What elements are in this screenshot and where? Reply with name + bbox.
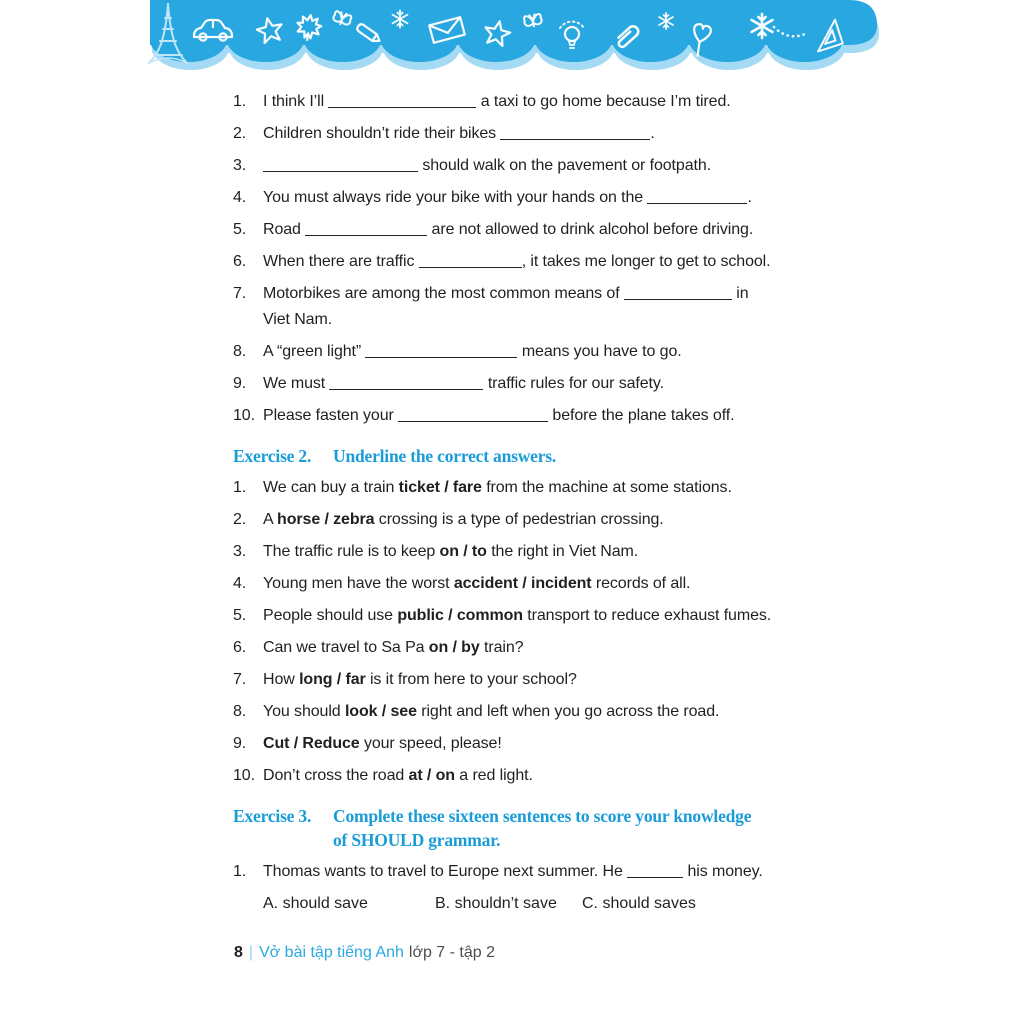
item-number: 1.	[233, 93, 247, 110]
answer-options	[263, 891, 813, 917]
answer-blank	[263, 158, 418, 172]
item-sentence	[263, 403, 734, 429]
exercise-item	[233, 603, 813, 629]
item-number: 1.	[233, 863, 247, 880]
choice-pair: Cut / Reduce	[263, 735, 360, 752]
item-sentence	[263, 185, 752, 211]
sentence-text: I think I’ll	[263, 93, 329, 110]
item-sentence	[263, 371, 664, 397]
sentence-text: traffic rules for our safety.	[483, 375, 664, 392]
exercise-item	[233, 859, 813, 885]
item-number: 5.	[233, 607, 247, 624]
page-footer	[234, 942, 495, 964]
item-number: 10.	[233, 767, 255, 784]
exercise-item	[233, 699, 813, 725]
item-number: 4.	[233, 575, 247, 592]
page-content	[233, 89, 813, 923]
item-sentence	[263, 699, 719, 725]
exercise-item	[233, 475, 813, 501]
sentence-text: Can we travel to Sa Pa	[263, 639, 429, 656]
sentence-text: your speed, please!	[359, 735, 502, 752]
exercise-item	[233, 249, 813, 275]
item-number: 2.	[233, 125, 247, 142]
sentence-text: .	[650, 125, 655, 142]
sentence-text: We can buy a train	[263, 479, 399, 496]
exercise-item	[233, 121, 813, 147]
item-number: 10.	[233, 407, 255, 424]
item-sentence	[263, 763, 533, 789]
sentence-text: .	[747, 189, 752, 206]
sentence-text: Road	[263, 221, 306, 238]
exercise-item	[233, 635, 813, 661]
item-number: 6.	[233, 639, 247, 656]
sentence-text: crossing is a type of pedestrian crossing.	[374, 511, 664, 528]
answer-blank	[419, 254, 522, 268]
exercise-item	[233, 217, 813, 243]
exercise-item	[233, 571, 813, 597]
answer-blank	[500, 126, 650, 140]
item-sentence	[263, 475, 732, 501]
sentence-text: We must	[263, 375, 330, 392]
sentence-text: Please fasten your	[263, 407, 399, 424]
exercise-2-items	[233, 475, 813, 789]
answer-blank	[398, 408, 548, 422]
exercise-2-section	[233, 444, 813, 789]
item-sentence	[263, 121, 655, 147]
item-number: 9.	[233, 735, 247, 752]
sentence-text: in	[731, 285, 749, 302]
item-sentence	[263, 89, 731, 115]
exercise-item	[233, 89, 813, 115]
item-sentence	[263, 249, 770, 275]
item-sentence	[263, 635, 523, 661]
answer-blank	[328, 94, 476, 108]
item-number: 7.	[233, 285, 247, 302]
exercise-item	[233, 403, 813, 429]
sentence-text: Viet Nam.	[263, 311, 333, 328]
footer-separator: |	[248, 944, 254, 961]
decorative-header-band	[0, 0, 1024, 84]
choice-pair: public / common	[397, 607, 523, 624]
exercise-1-items	[233, 89, 813, 429]
sentence-text: is it from here to your school?	[365, 671, 577, 688]
item-sentence	[263, 153, 711, 179]
exercise-item	[233, 507, 813, 533]
sentence-text: a taxi to go home because I’m tired.	[476, 93, 731, 110]
answer-blank	[365, 344, 517, 358]
answer-option: B. shouldn’t save	[435, 895, 557, 912]
exercise-3-items	[233, 859, 813, 917]
item-sentence	[263, 281, 749, 333]
item-number: 8.	[233, 343, 247, 360]
answer-blank	[329, 376, 483, 390]
sentence-text: means you have to go.	[517, 343, 682, 360]
header-band-graphic	[0, 0, 1024, 84]
exercise-3-title-line2: of SHOULD grammar.	[333, 830, 501, 850]
exercise-3-title	[333, 804, 751, 852]
sentence-text: You should	[263, 703, 345, 720]
exercise-3-title-line1: Complete these sixteen sentences to score your knowledge	[333, 806, 752, 826]
sentence-text: transport to reduce exhaust fumes.	[522, 607, 772, 624]
answer-blank	[647, 190, 747, 204]
item-sentence	[263, 539, 638, 565]
sentence-text: are not allowed to drink alcohol before driving.	[427, 221, 754, 238]
sentence-text: Thomas wants to travel to Europe next summer. He	[263, 863, 628, 880]
sentence-text: the right in Viet Nam.	[486, 543, 639, 560]
sentence-text: A “green light”	[263, 343, 366, 360]
answer-option: A. should save	[263, 895, 368, 912]
exercise-item	[233, 763, 813, 789]
item-sentence	[263, 667, 577, 693]
exercise-item	[233, 185, 813, 211]
sentence-text: train?	[479, 639, 524, 656]
item-sentence	[263, 217, 753, 243]
exercise-item	[233, 667, 813, 693]
item-sentence	[263, 339, 682, 365]
sentence-text: Don’t cross the road	[263, 767, 409, 784]
sentence-text: The traffic rule is to keep	[263, 543, 440, 560]
sentence-text: When there are traffic	[263, 253, 419, 270]
exercise-item	[233, 153, 813, 179]
sentence-text: Children shouldn’t ride their bikes	[263, 125, 501, 142]
exercise-3-section	[233, 804, 813, 917]
item-sentence	[263, 731, 502, 757]
sentence-text: a red light.	[454, 767, 533, 784]
answer-blank	[627, 864, 683, 878]
exercise-item	[233, 281, 813, 333]
sentence-text: his money.	[683, 863, 763, 880]
answer-blank	[305, 222, 427, 236]
book-title: Vở bài tập tiếng Anh	[259, 944, 404, 961]
exercise-2-title: Underline the correct answers.	[333, 446, 557, 466]
choice-pair: ticket / fare	[398, 479, 482, 496]
sentence-text: How	[263, 671, 300, 688]
exercise-item	[233, 371, 813, 397]
sentence-text: records of all.	[591, 575, 691, 592]
sentence-text: right and left when you go across the road.	[416, 703, 720, 720]
answer-blank	[624, 286, 732, 300]
item-number: 7.	[233, 671, 247, 688]
sentence-text: Motorbikes are among the most common means of	[263, 285, 624, 302]
exercise-1-section	[233, 89, 813, 429]
item-sentence	[263, 571, 690, 597]
item-sentence	[263, 859, 763, 885]
exercise-2-heading	[233, 444, 813, 468]
item-number: 3.	[233, 543, 247, 560]
page-number: 8	[234, 944, 243, 961]
item-sentence	[263, 603, 771, 629]
sentence-text: A	[263, 511, 278, 528]
exercise-3-label: Exercise 3.	[233, 806, 312, 826]
item-number: 5.	[233, 221, 247, 238]
choice-pair: long / far	[299, 671, 366, 688]
choice-pair: look / see	[344, 703, 417, 720]
sentence-text: People should use	[263, 607, 398, 624]
choice-pair: on / by	[428, 639, 480, 656]
choice-pair: at / on	[408, 767, 455, 784]
sentence-text: Young men have the worst	[263, 575, 454, 592]
sentence-text: You must always ride your bike with your hands on the	[263, 189, 648, 206]
item-number: 3.	[233, 157, 247, 174]
item-number: 1.	[233, 479, 247, 496]
item-number: 6.	[233, 253, 247, 270]
item-number: 8.	[233, 703, 247, 720]
exercise-item	[233, 731, 813, 757]
choice-pair: accident / incident	[453, 575, 592, 592]
book-subtitle: lớp 7 - tập 2	[408, 944, 495, 961]
choice-pair: on / to	[439, 543, 487, 560]
sentence-text: before the plane takes off.	[548, 407, 735, 424]
exercise-2-label: Exercise 2.	[233, 446, 312, 466]
sentence-text: from the machine at some stations.	[481, 479, 732, 496]
item-number: 4.	[233, 189, 247, 206]
sentence-text: should walk on the pavement or footpath.	[418, 157, 711, 174]
item-sentence	[263, 507, 664, 533]
item-number: 9.	[233, 375, 247, 392]
sentence-text: , it takes me longer to get to school.	[521, 253, 771, 270]
exercise-item	[233, 339, 813, 365]
answer-option: C. should saves	[582, 895, 696, 912]
exercise-3-heading	[233, 804, 813, 852]
exercise-item	[233, 539, 813, 565]
choice-pair: horse / zebra	[277, 511, 375, 528]
item-number: 2.	[233, 511, 247, 528]
